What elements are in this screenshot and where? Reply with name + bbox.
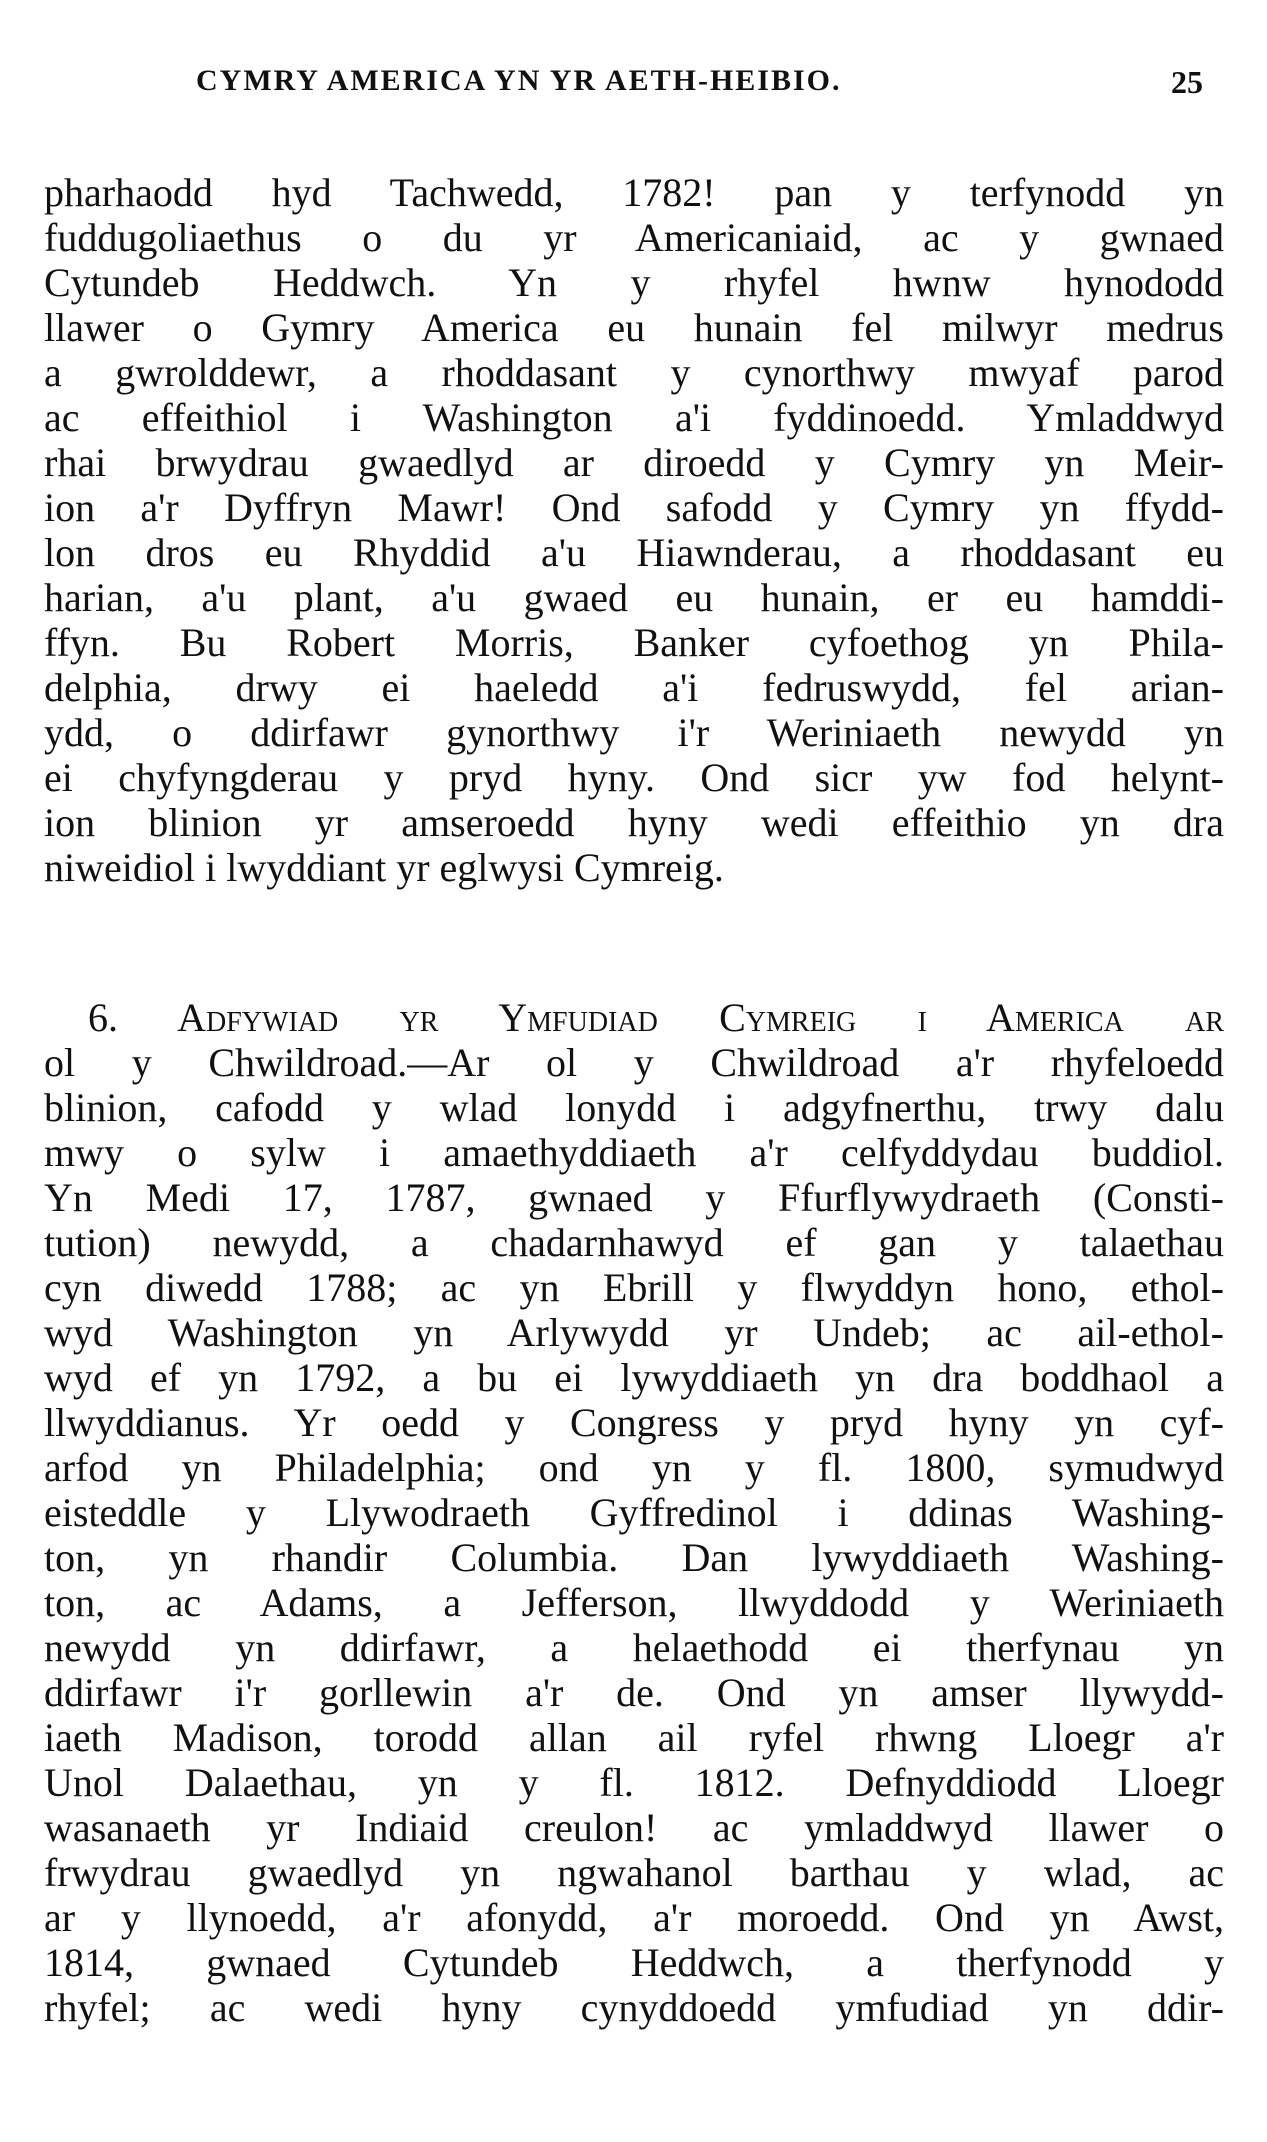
text-line: wyd Washington yn Arlywydd yr Undeb; ac ail-ethol- [44, 1310, 1224, 1355]
text-line: rhai brwydrau gwaedlyd ar diroedd y Cymry yn Meir- [44, 440, 1224, 485]
text-line: Unol Dalaethau, yn y fl. 1812. Defnyddiodd Lloegr [44, 1760, 1224, 1805]
text-line: arfod yn Philadelphia; ond yn y fl. 1800, symudwyd [44, 1445, 1224, 1490]
text-line: Yn Medi 17, 1787, gwnaed y Ffurflywydraeth (Consti- [44, 1175, 1224, 1220]
text-line: Cytundeb Heddwch. Yn y rhyfel hwnw hynododd [44, 260, 1224, 305]
running-header [196, 64, 1203, 108]
text-line: ddirfawr i'r gorllewin a'r de. Ond yn amser llywydd- [44, 1670, 1224, 1715]
text-line: ion a'r Dyffryn Mawr! Ond safodd y Cymry yn ffydd- [44, 485, 1224, 530]
text-line: ton, yn rhandir Columbia. Dan lywyddiaeth Washing- [44, 1535, 1224, 1580]
text-line: a gwrolddewr, a rhoddasant y cynorthwy mwyaf parod [44, 350, 1224, 395]
text-line: mwy o sylw i amaethyddiaeth a'r celfyddydau buddiol. [44, 1130, 1224, 1175]
text-line: ol y Chwildroad.—Ar ol y Chwildroad a'r rhyfeloedd [44, 1040, 1224, 1085]
text-line: wyd ef yn 1792, a bu ei lywyddiaeth yn dra boddhaol a [44, 1355, 1224, 1400]
text-line: ton, ac Adams, a Jefferson, llwyddodd y Weriniaeth [44, 1580, 1224, 1625]
text-line: rhyfel; ac wedi hyny cynyddoedd ymfudiad yn ddir- [44, 1985, 1224, 2030]
text-line: fuddugoliaethus o du yr Americaniaid, ac y gwnaed [44, 215, 1224, 260]
text-line: blinion, cafodd y wlad lonydd i adgyfnerthu, trwy dalu [44, 1085, 1224, 1130]
text-line: frwydrau gwaedlyd yn ngwahanol barthau y wlad, ac [44, 1850, 1224, 1895]
text-line: lon dros eu Rhyddid a'u Hiawnderau, a rhoddasant eu [44, 530, 1224, 575]
paragraph-revolution [44, 170, 1224, 890]
text-line: eisteddle y Llywodraeth Gyffredinol i ddinas Washing- [44, 1490, 1224, 1535]
text-line: iaeth Madison, torodd allan ail ryfel rhwng Lloegr a'r [44, 1715, 1224, 1760]
text-line: llawer o Gymry America eu hunain fel milwyr medrus [44, 305, 1224, 350]
text-line: ion blinion yr amseroedd hyny wedi effeithio yn dra [44, 800, 1224, 845]
paragraph-section-6 [44, 995, 1224, 2030]
text-line: wasanaeth yr Indiaid creulon! ac ymladdwyd llawer o [44, 1805, 1224, 1850]
text-line: newydd yn ddirfawr, a helaethodd ei therfynau yn [44, 1625, 1224, 1670]
running-title: CYMRY AMERICA YN YR AETH-HEIBIO. [196, 64, 842, 97]
text-line: pharhaodd hyd Tachwedd, 1782! pan y terfynodd yn [44, 170, 1224, 215]
text-line: niweidiol i lwyddiant yr eglwysi Cymreig. [44, 845, 724, 890]
text-line: ydd, o ddirfawr gynorthwy i'r Weriniaeth newydd yn [44, 710, 1224, 755]
text-line: llwyddianus. Yr oedd y Congress y pryd hyny yn cyf- [44, 1400, 1224, 1445]
page-number: 25 [1171, 64, 1203, 100]
text-line: ar y llynoedd, a'r afonydd, a'r moroedd. Ond yn Awst, [44, 1895, 1224, 1940]
text-line: delphia, drwy ei haeledd a'i fedruswydd, fel arian- [44, 665, 1224, 710]
text-line: tution) newydd, a chadarnhawyd ef gan y talaethau [44, 1220, 1224, 1265]
text-line: cyn diwedd 1788; ac yn Ebrill y flwyddyn hono, ethol- [44, 1265, 1224, 1310]
section-heading-line: 6. Adfywiad yr Ymfudiad Cymreig i America ar [88, 995, 1224, 1040]
text-line: ac effeithiol i Washington a'i fyddinoedd. Ymladdwyd [44, 395, 1224, 440]
text-line: ei chyfyngderau y pryd hyny. Ond sicr yw fod helynt- [44, 755, 1224, 800]
text-line: ffyn. Bu Robert Morris, Banker cyfoethog yn Phila- [44, 620, 1224, 665]
text-line: 1814, gwnaed Cytundeb Heddwch, a therfynodd y [44, 1940, 1224, 1985]
text-line: harian, a'u plant, a'u gwaed eu hunain, er eu hamddi- [44, 575, 1224, 620]
